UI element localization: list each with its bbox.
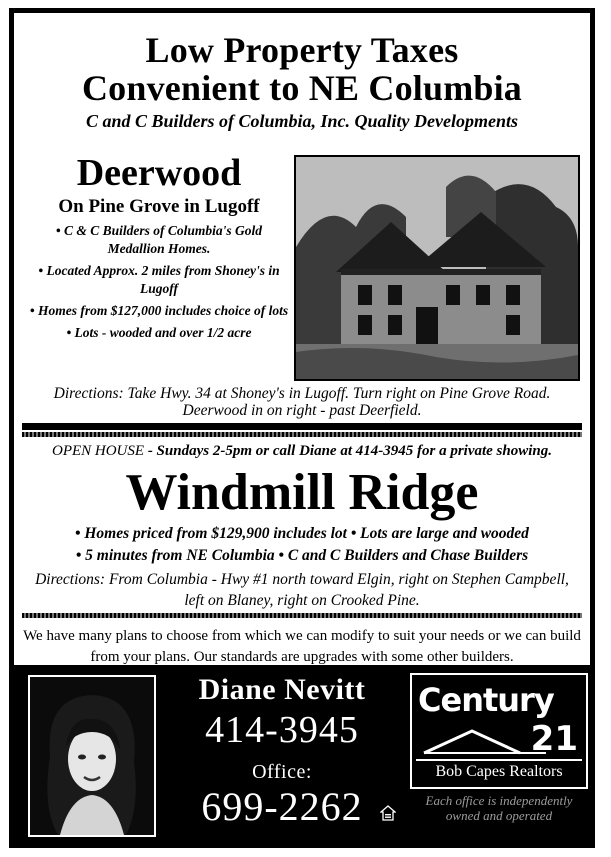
century21-house-roof-icon [422, 727, 548, 757]
house-photo [294, 155, 580, 381]
agent-footer [14, 665, 590, 843]
agent-photo [30, 677, 154, 835]
deerwood-bullet: • Located Approx. 2 miles from Shoney's in Lugoff [38, 263, 280, 296]
office-label: Office: [252, 761, 312, 783]
house-illustration [296, 157, 578, 379]
deerwood-bullets [28, 222, 290, 342]
headline-line-1: Low Property Taxes [145, 30, 459, 70]
divider-dotted [22, 432, 582, 437]
deerwood-subtitle: On Pine Grove in Lugoff [58, 196, 260, 217]
century21-logo [410, 673, 588, 789]
windmill-bullet-line: • 5 minutes from NE Columbia • C and C Builders and Chase Builders [75, 547, 529, 564]
deerwood-title: Deerwood [76, 152, 242, 194]
advertisement [9, 8, 595, 848]
divider-dotted [22, 613, 582, 618]
agent-portrait [28, 675, 156, 837]
headline-block [14, 31, 590, 132]
deerwood-section [28, 153, 290, 346]
equal-housing-icon [380, 805, 396, 821]
headline-line-2: Convenient to NE Columbia [81, 68, 523, 108]
agent-phone: 414-3945 [205, 709, 359, 751]
builder-line: C and C Builders of Columbia, Inc. Quality Developments [85, 111, 519, 131]
deerwood-bullet: • Homes from $127,000 includes choice of lots [29, 303, 289, 318]
brokerage-office-name: Bob Capes Realtors [416, 759, 582, 781]
divider-thick [22, 423, 582, 430]
windmill-bullet-line: • Homes priced from $129,900 includes lot • Lots are large and wooded [75, 525, 529, 542]
office-phone: 699-2262 [201, 784, 363, 829]
century21-number: 21 [530, 719, 578, 759]
brokerage-disclaimer: Each office is independently owned and operated [425, 793, 573, 823]
century21-wordmark: Century [418, 681, 554, 719]
agent-name: Diane Nevitt [198, 673, 366, 706]
deerwood-bullet: • C & C Builders of Columbia's Gold Medallion Homes. [55, 223, 263, 256]
windmill-title: Windmill Ridge [125, 464, 479, 521]
plans-text: We have many plans to choose from which we can modify to suit your needs or we can build from your plans. Our standards are upgrades with some other builders. [23, 628, 581, 665]
open-house-prefix: OPEN HOUSE [51, 443, 145, 459]
windmill-directions: Directions: From Columbia - Hwy #1 north toward Elgin, right on Stephen Campbell, left on Blaney, right on Crooked Pine. [35, 571, 569, 609]
open-house-text: - Sundays 2-5pm or call Diane at 414-3945 for a private showing. [144, 443, 552, 459]
deerwood-bullet: • Lots - wooded and over 1/2 acre [66, 325, 252, 340]
open-house-line [22, 443, 582, 460]
deerwood-directions: Directions: Take Hwy. 34 at Shoney's in Lugoff. Turn right on Pine Grove Road. Deerwood in on right - past Deerfield. [53, 385, 551, 419]
windmill-bullets [22, 523, 582, 567]
